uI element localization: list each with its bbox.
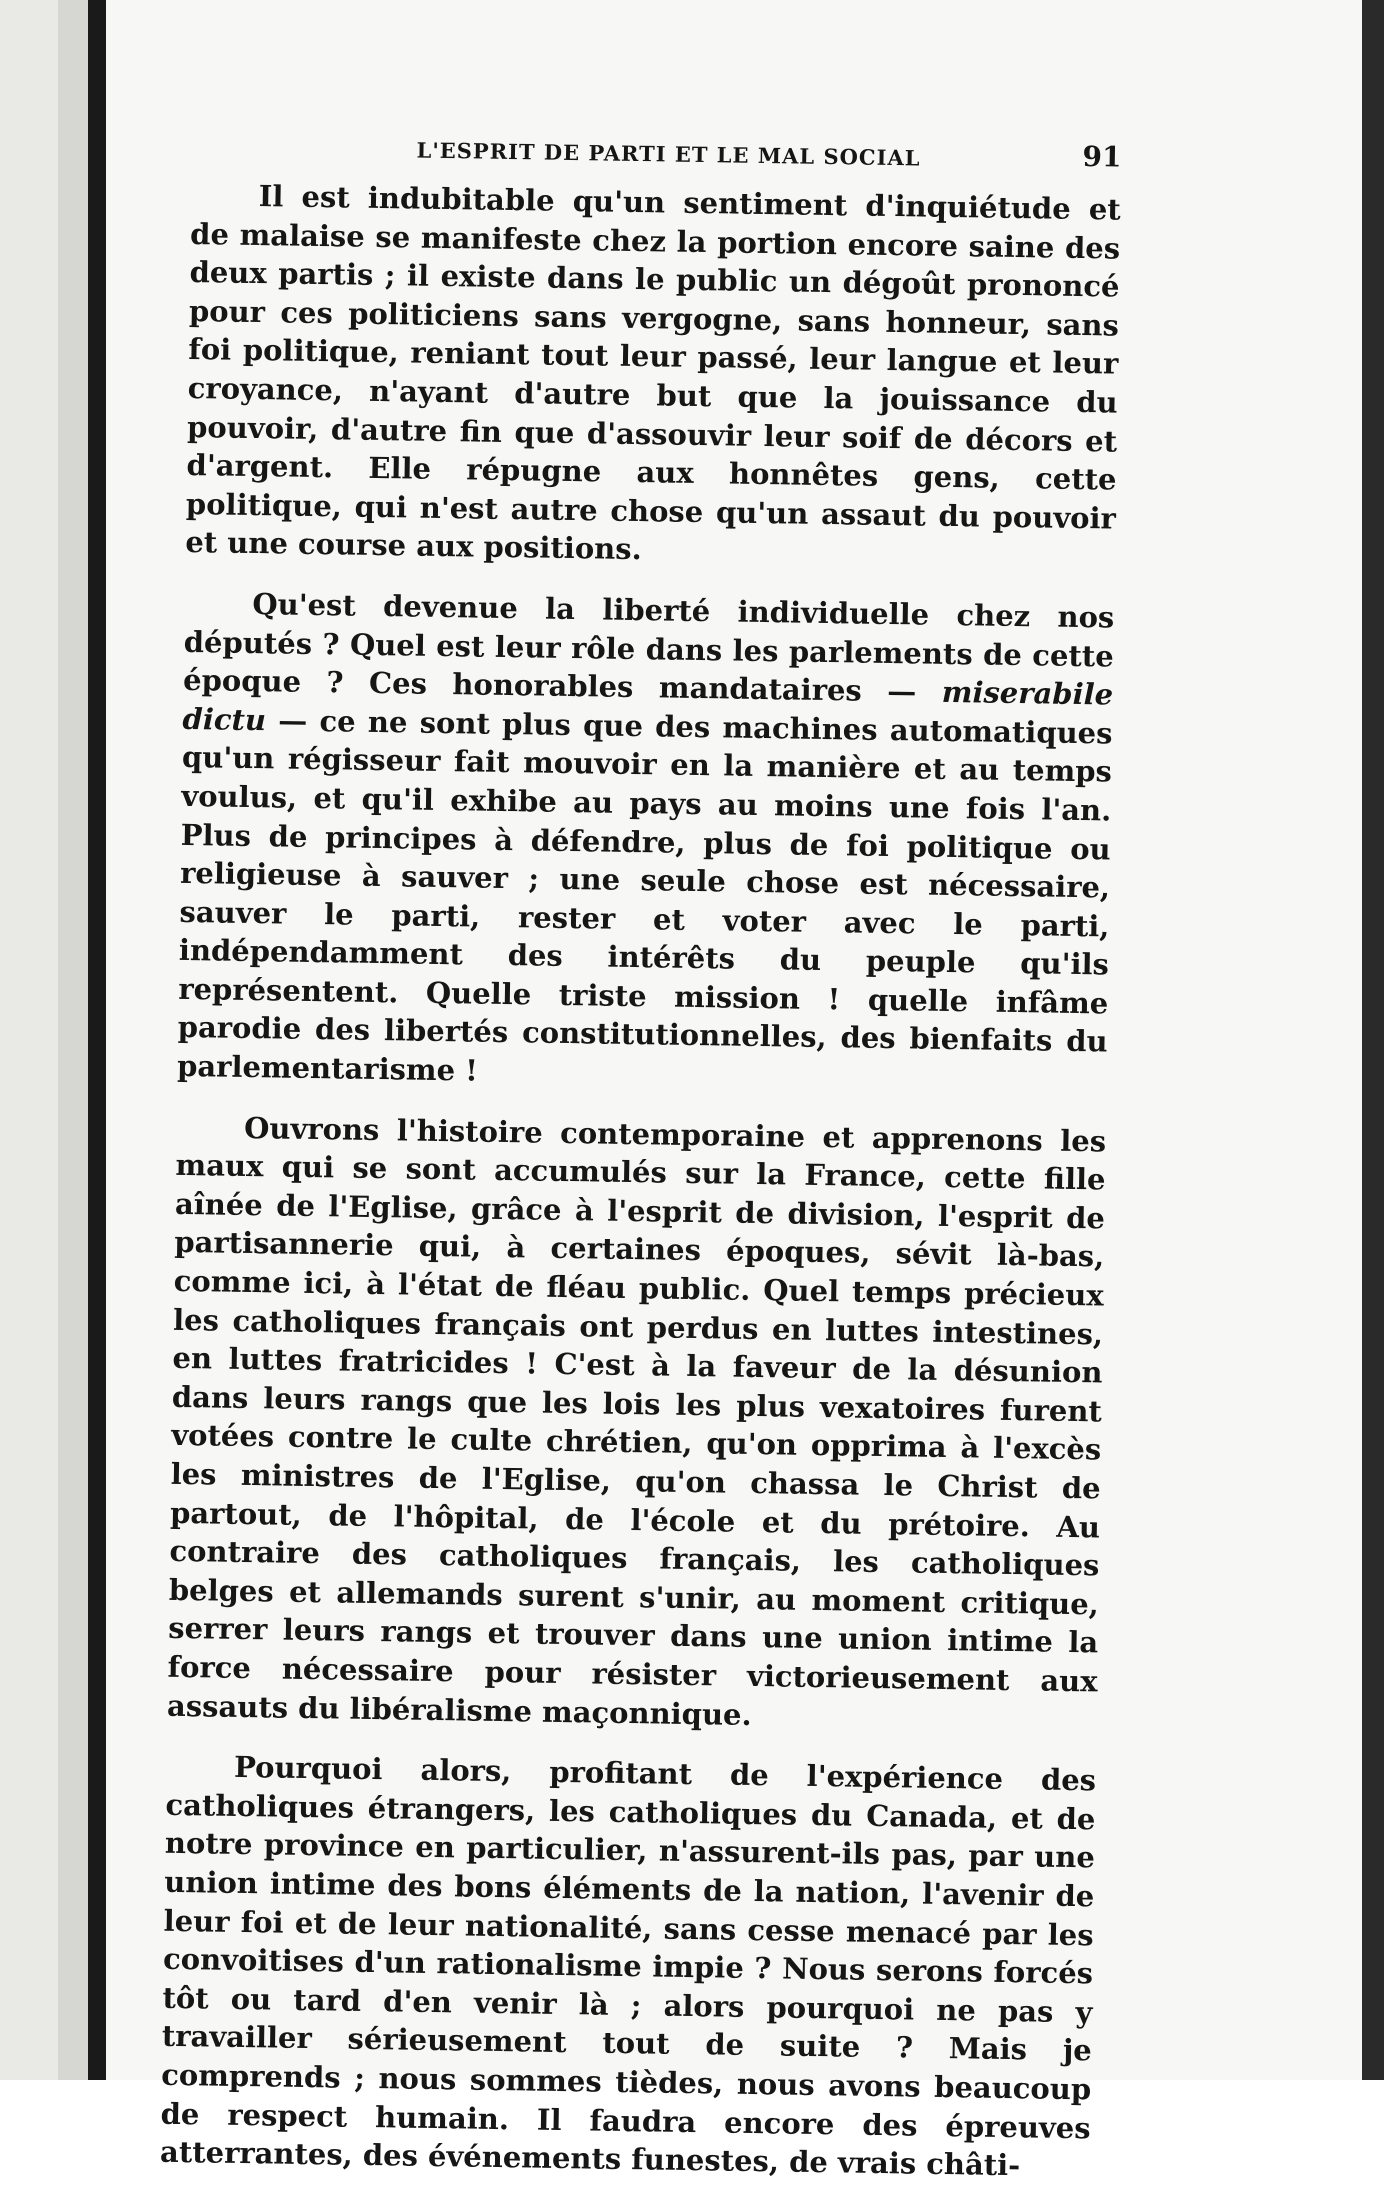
paragraph-2 bbox=[177, 584, 1115, 1100]
scan-left-margin bbox=[0, 0, 58, 2080]
paragraph-2-start: Qu'est devenue la liberté individuelle chez nos députés ? Quel est leur rôle dans les parlements de cette époque ? Ces honorables mandataires — bbox=[182, 586, 1115, 709]
body-text bbox=[160, 176, 1121, 2186]
page-number: 91 bbox=[1082, 139, 1122, 174]
paragraph-4: Pourquoi alors, profitant de l'expérience des catholiques étrangers, les catholiques du Canada, et de notre province en particulier, n'assurent-ils pas, par une union intime des bons éléments de la nation, l'avenir de leur foi et de leur nationalité, sans cesse menacé par les convoitises d'un rationalisme impie ? Nous serons forcés tôt ou tard d'en venir là ; alors pourquoi ne pas y travailler sérieusement tout de suite ? Mais je comprends ; nous sommes tièdes, nous avons beaucoup de respect humain. Il faudra encore des épreuves atterrantes, des événements funestes, de vrais châti- bbox=[159, 1750, 1097, 2183]
running-title: L'ESPRIT DE PARTI ET LE MAL SOCIAL bbox=[416, 137, 921, 171]
book-gutter bbox=[58, 0, 88, 2080]
paragraph-3: Ouvrons l'histoire contemporaine et apprenons les maux qui se sont accumulés sur la France, cette fille aînée de l'Eglise, grâce à l'esprit de division, l'esprit de partisannerie qui, à certaines époques, sévit là-bas, comme ici, à l'état de fléau public. Quel temps précieux les catholiques français ont perdus en luttes intestines, en luttes fratricides ! C'est à la faveur de la désunion dans leurs rangs que les lois les plus vexatoires furent votées contre le culte chrétien, qu'on opprima à l'excès les ministres de l'Eglise, qu'on chassa le Christ de partout, de l'hôpital, de l'école et du prétoire. Au contraire des catholiques français, les catholiques belges et allemands surent s'unir, au moment critique, serrer leurs rangs et trouver dans une union intime la force nécessaire pour résister victorieusement aux assauts du libéralisme maçonnique. bbox=[166, 1110, 1107, 1732]
scan-right-edge bbox=[1362, 0, 1384, 2080]
paragraph-1: Il est indubitable qu'un sentiment d'inquiétude et de malaise se manifeste chez la portion encore saine des deux partis ; il existe dans le public un dégoût prononcé pour ces politiciens sans vergogne, sans honneur, sans foi politique, reniant tout leur passé, leur langue et leur croyance, n'ayant d'autre but que la jouissance du pouvoir, d'autre fin que d'assouvir leur soif de décors et d'argent. Elle répugne aux honnêtes gens, cette politique, qui n'est autre chose qu'un assaut du pouvoir et une course aux positions. bbox=[185, 179, 1121, 567]
paragraph-2-end: — ce ne sont plus que des machines automatiques qu'un régisseur fait mouvoir en la manière et au temps voulus, et qu'il exhibe au pays au moins une fois l'an. Plus de principes à défendre, plus de foi politique ou religieuse à sauver ; une seule chose est nécessaire, sauver le parti, rester et voter avec le parti, indépendamment des intérêts du peuple qu'ils représentent. Quelle triste mission ! quelle infâme parodie des libertés constitutionnelles, des bienfaits du parlementarisme ! bbox=[176, 702, 1113, 1088]
latin-phrase: miserabile dictu bbox=[182, 674, 1114, 737]
book-spine-shadow bbox=[88, 0, 106, 2080]
book-page bbox=[159, 120, 1121, 2208]
